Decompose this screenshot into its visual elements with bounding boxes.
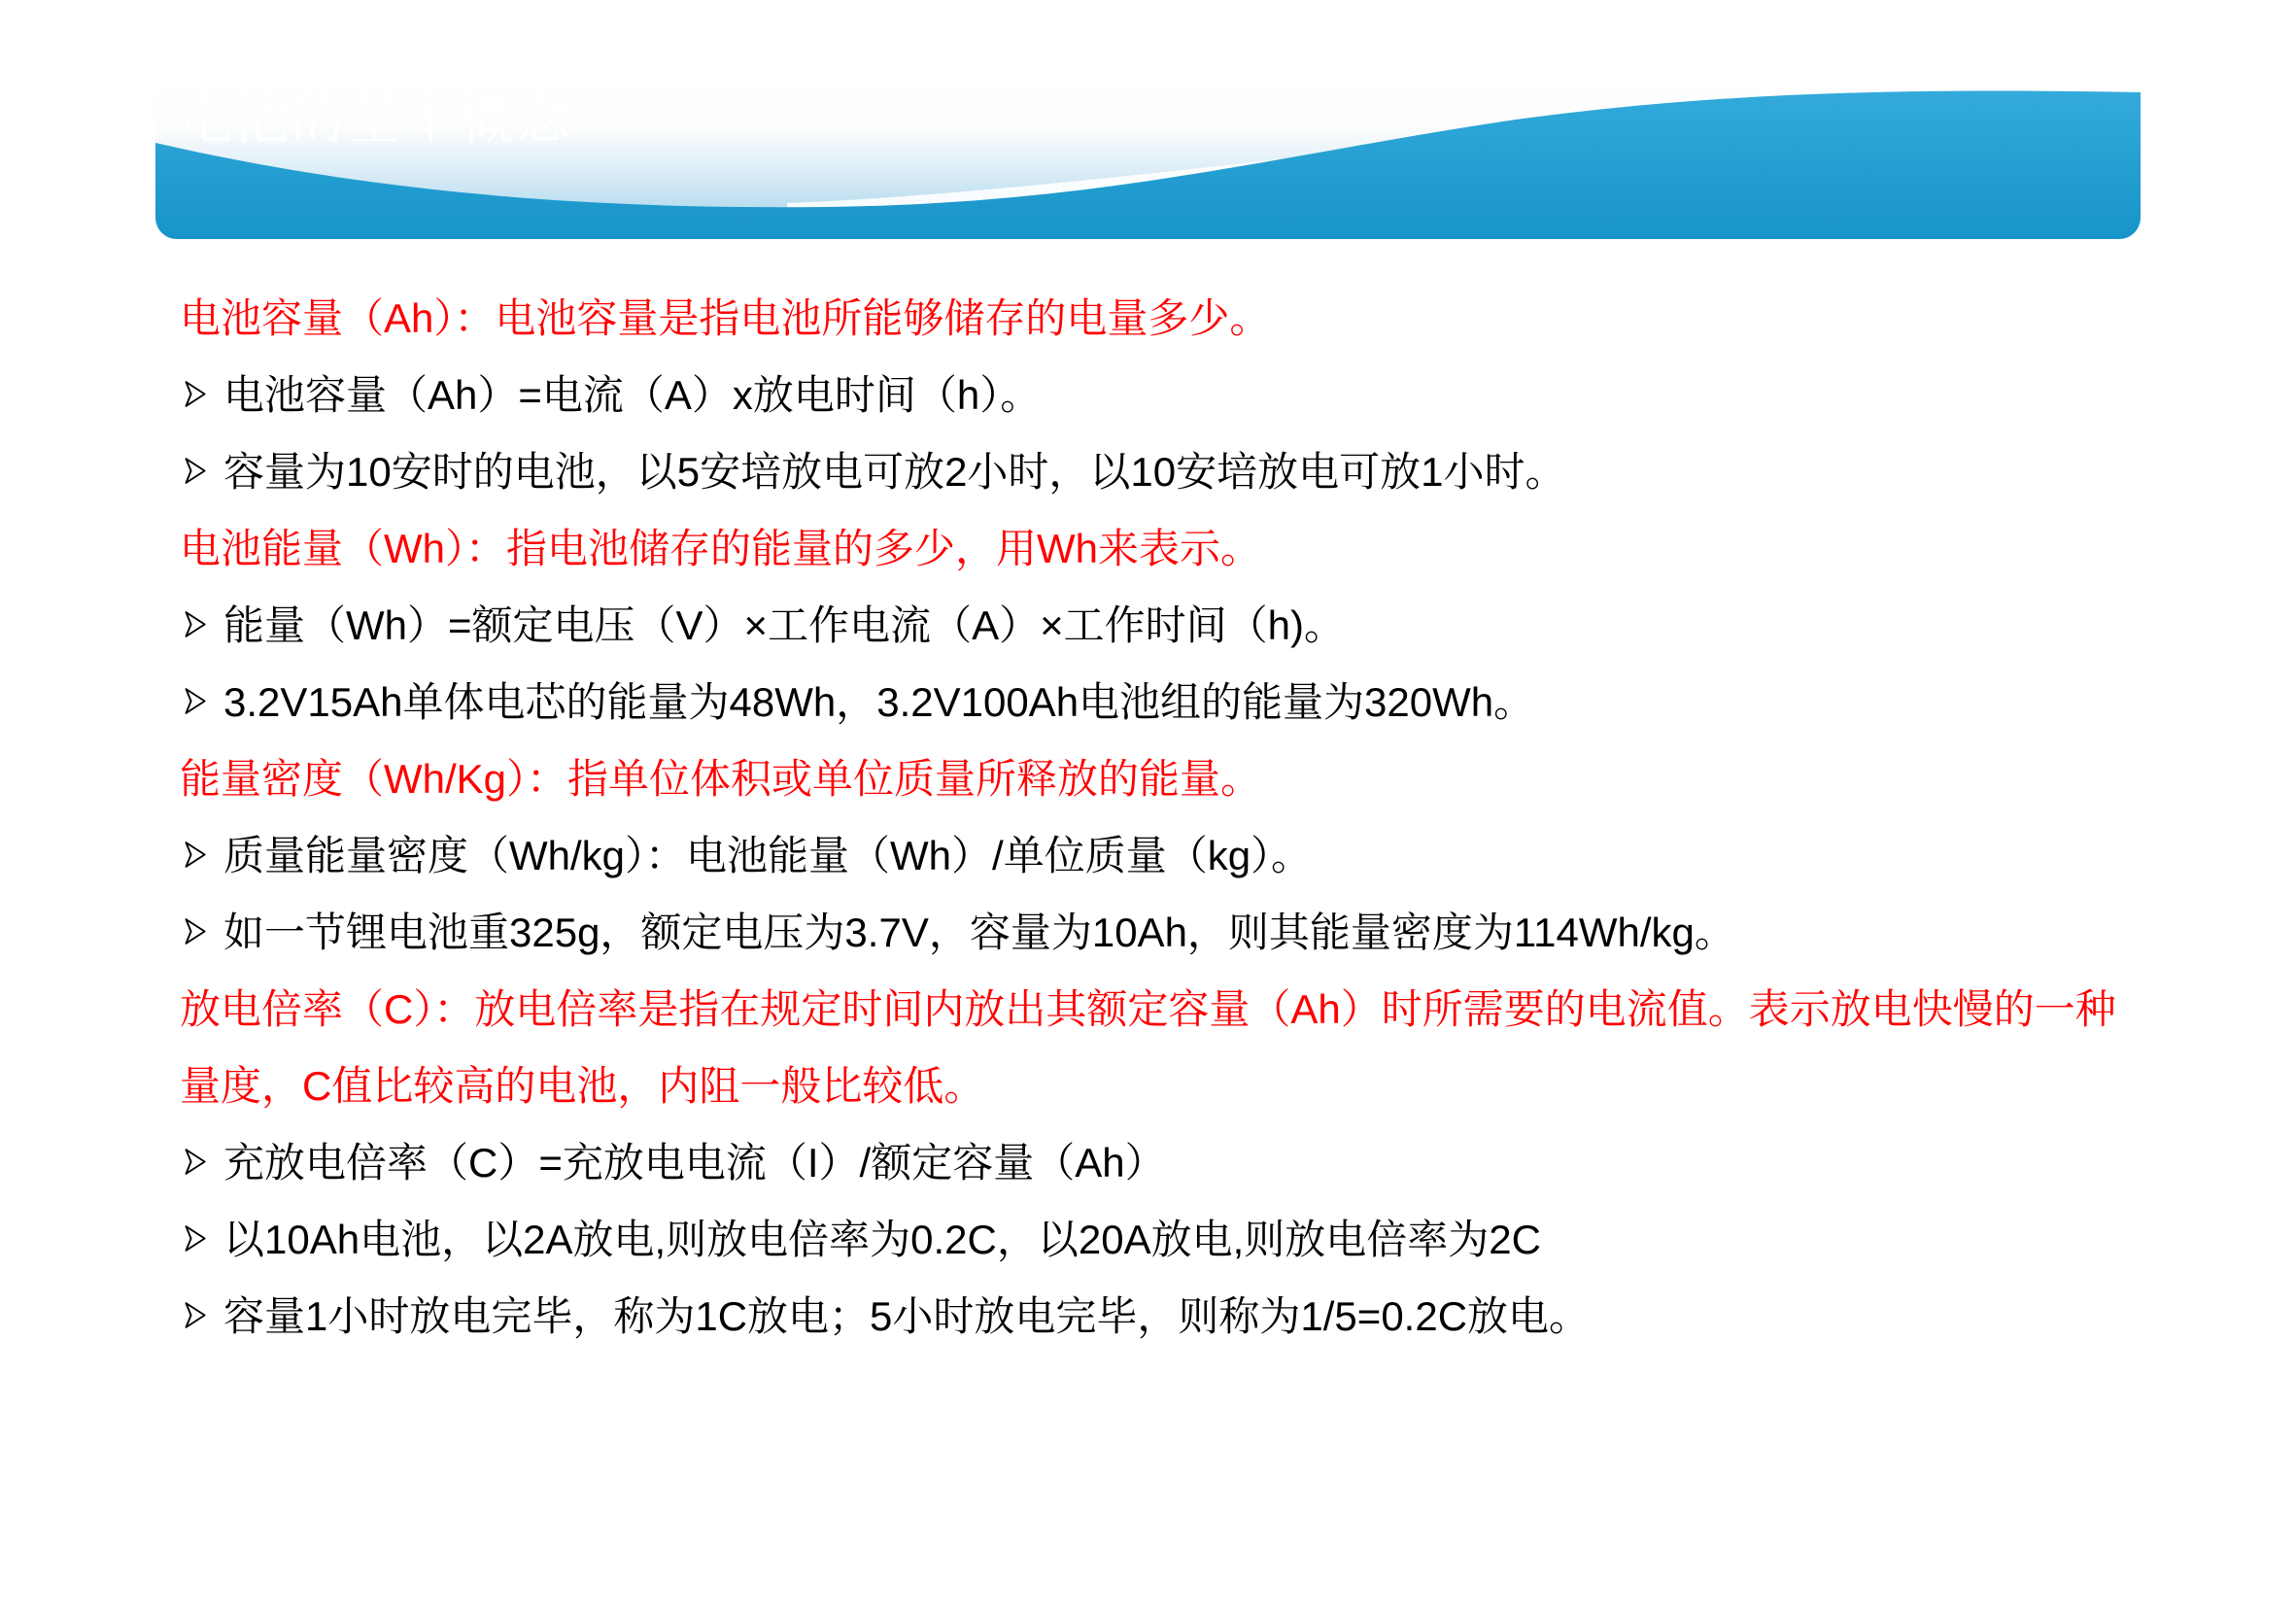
- bullet-text: 3.2V15Ah单体电芯的能量为48Wh，3.2V100Ah电池组的能量为320Wh。: [223, 679, 1535, 725]
- bullet-item: [180, 1124, 2128, 1201]
- arrowhead-right-icon: [182, 915, 208, 947]
- heading-discharge-rate: 放电倍率（C）：放电倍率是指在规定时间内放出其额定容量（Ah）时所需要的电流值。表示放电快慢的一种量度，C值比较高的电池，内阻一般比较低。: [180, 986, 2116, 1109]
- bullet-text: 质量能量密度（Wh/kg）：电池能量（Wh）/单位质量（kg）。: [223, 833, 1313, 878]
- bullet-item: [180, 894, 2128, 971]
- title-banner: [155, 83, 2141, 239]
- bullet-item: [180, 664, 2128, 740]
- bullet-item: [180, 1201, 2128, 1278]
- bullet-item: [180, 357, 2128, 433]
- slide-body: [180, 280, 2128, 1355]
- heading-battery-energy: 电池能量（Wh）：指电池储存的能量的多少，用Wh来表示。: [180, 526, 1262, 571]
- bullet-text: 充放电倍率（C）=充放电电流（I）/额定容量（Ah）: [223, 1140, 1166, 1185]
- heading-energy-density: 能量密度（Wh/Kg）：指单位体积或单位质量所释放的能量。: [180, 756, 1262, 802]
- bullet-text: 能量（Wh）=额定电压（V）×工作电流（A）×工作时间（h)。: [223, 602, 1345, 648]
- bullet-item: [180, 587, 2128, 664]
- heading-battery-capacity: 电池容量（Ah）：电池容量是指电池所能够储存的电量多少。: [180, 295, 1271, 341]
- bullet-text: 电池容量（Ah）=电流（A）x放电时间（h）。: [223, 372, 1042, 418]
- bullet-text: 如一节锂电池重325g，额定电压为3.7V，容量为10Ah，则其能量密度为114Wh/kg。: [223, 910, 1735, 955]
- arrowhead-right-icon: [182, 1146, 208, 1178]
- arrowhead-right-icon: [182, 1222, 208, 1254]
- bullet-text: 容量为10安时的电池，以5安培放电可放2小时，以10安培放电可放1小时。: [223, 449, 1566, 495]
- bullet-item: [180, 1278, 2128, 1355]
- arrowhead-right-icon: [182, 1299, 208, 1331]
- bullet-text: 以10Ah电池，以2A放电,则放电倍率为0.2C，以20A放电,则放电倍率为2C: [223, 1217, 1541, 1262]
- arrowhead-right-icon: [182, 455, 208, 487]
- arrowhead-right-icon: [182, 378, 208, 410]
- arrowhead-right-icon: [182, 839, 208, 871]
- bullet-item: [180, 433, 2128, 510]
- bullet-text: 容量1小时放电完毕，称为1C放电；5小时放电完毕，则称为1/5=0.2C放电。: [223, 1293, 1591, 1339]
- page-title: 电池的基本概念: [179, 89, 574, 150]
- arrowhead-right-icon: [182, 685, 208, 717]
- arrowhead-right-icon: [182, 608, 208, 640]
- bullet-item: [180, 817, 2128, 894]
